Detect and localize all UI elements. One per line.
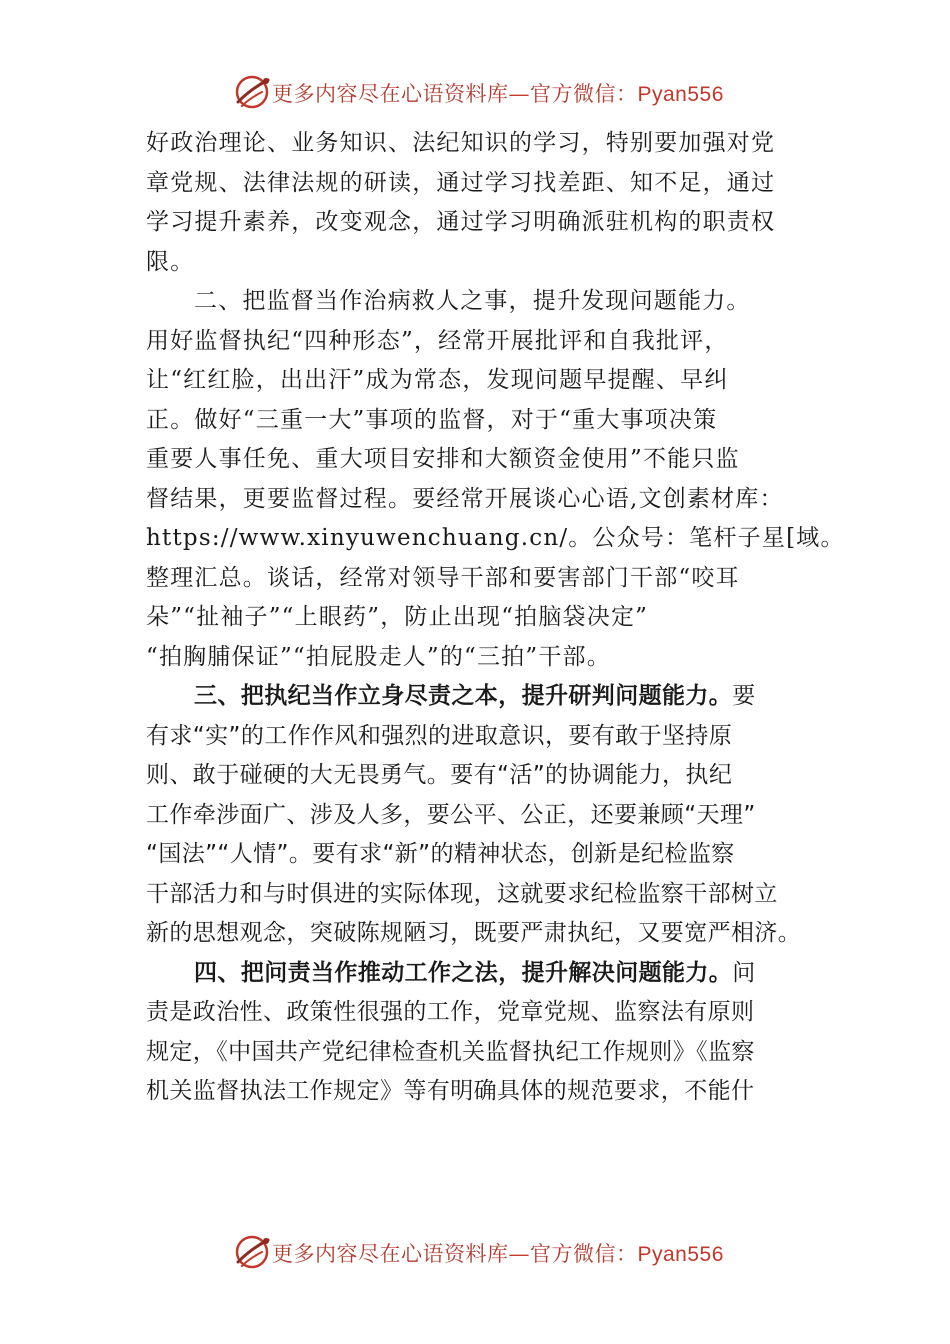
banner-separator: — [508, 82, 530, 106]
text-line [146, 677, 816, 717]
text-line: 责是政治性、政策性很强的工作，党章党规、监察法有原则 [146, 999, 755, 1025]
banner-text [272, 78, 724, 108]
section-heading: 四、把问责当作推动工作之法，提升解决问题能力。 [194, 959, 733, 986]
text-line: 规定，《中国共产党纪律检查机关监督执纪工作规则》《监察 [146, 1038, 755, 1065]
scroll-logo-icon [232, 1232, 272, 1272]
text-line: 二、把监督当作治病救人之事，提升发现问题能力。 [194, 288, 751, 314]
text-line: 工作牵涉面广、涉及人多，要公平、公正，还要兼顾“天理” [146, 801, 756, 828]
header-banner [0, 70, 950, 114]
banner-label: 官方微信： [530, 1242, 638, 1266]
text-line: 整理汇总。谈话，经常对领导干部和要害部门干部“咬耳 [146, 564, 740, 591]
text-line: 机关监督执法工作规定》等有明确具体的规范要求，不能什 [146, 1078, 755, 1104]
banner-wechat-id: Pyan556 [637, 1243, 724, 1266]
text-line: 朵”“扯袖子”“上眼药”，防止出现“拍脑袋决定” [146, 604, 649, 630]
text-line: “国法”“人情”。要有求“新”的精神状态，创新是纪检监察 [146, 841, 735, 867]
text-line: 督结果，更要监督过程。要经常开展谈心心语,文创素材库： [146, 485, 784, 512]
text-line: 让“红红脸，出出汗”成为常态，发现问题早提醒、早纠 [146, 367, 729, 393]
text-line: 章党规、法律法规的研读，通过学习找差距、知不足，通过 [146, 169, 776, 196]
text-line: https://www.xinyuwenchuang.cn/。公众号：笔杆子星[域。 [146, 525, 845, 551]
document-body [146, 124, 845, 1112]
text-line: 有求“实”的工作作风和强烈的进取意识，要有敢于坚持原 [146, 722, 733, 749]
line-text: 问 [732, 959, 756, 986]
text-line: 好政治理论、业务知识、法纪知识的学习，特别要加强对党 [146, 130, 776, 156]
text-line: 干部活力和与时俱进的实际体现，这就要求纪检监察干部树立 [146, 880, 778, 907]
footer-banner [0, 1230, 950, 1274]
line-text: 要 [732, 683, 756, 709]
text-line [146, 954, 816, 994]
section-heading: 三、把执纪当作立身尽责之本，提升研判问题能力。 [194, 683, 733, 709]
banner-label: 官方微信： [530, 82, 638, 106]
text-line: 重要人事任免、重大项目安排和大额资金使用”不能只监 [146, 446, 740, 472]
text-line: 用好监督执纪“四种形态”，经常开展批评和自我批评， [146, 327, 729, 354]
banner-brand: 更多内容尽在心语资料库 [272, 82, 509, 106]
banner-separator: — [508, 1242, 530, 1266]
banner-text [272, 1238, 724, 1268]
text-line: 则、敢于碰硬的大无畏勇气。要有“活”的协调能力，执纪 [146, 762, 733, 788]
text-line: 新的思想观念，突破陈规陋习，既要严肃执纪，又要宽严相济。 [146, 920, 802, 946]
text-line: 学习提升素养，改变观念，通过学习明确派驻机构的职责权 [146, 209, 776, 235]
banner-brand: 更多内容尽在心语资料库 [272, 1242, 509, 1266]
banner-wechat-id: Pyan556 [637, 83, 724, 106]
text-line: 正。做好“三重一大”事项的监督，对于“重大事项决策 [146, 406, 718, 433]
text-line: 限。 [146, 248, 195, 275]
text-line: “拍胸脯保证”“拍屁股走人”的“三拍”干部。 [146, 643, 611, 670]
scroll-logo-icon [232, 72, 272, 112]
